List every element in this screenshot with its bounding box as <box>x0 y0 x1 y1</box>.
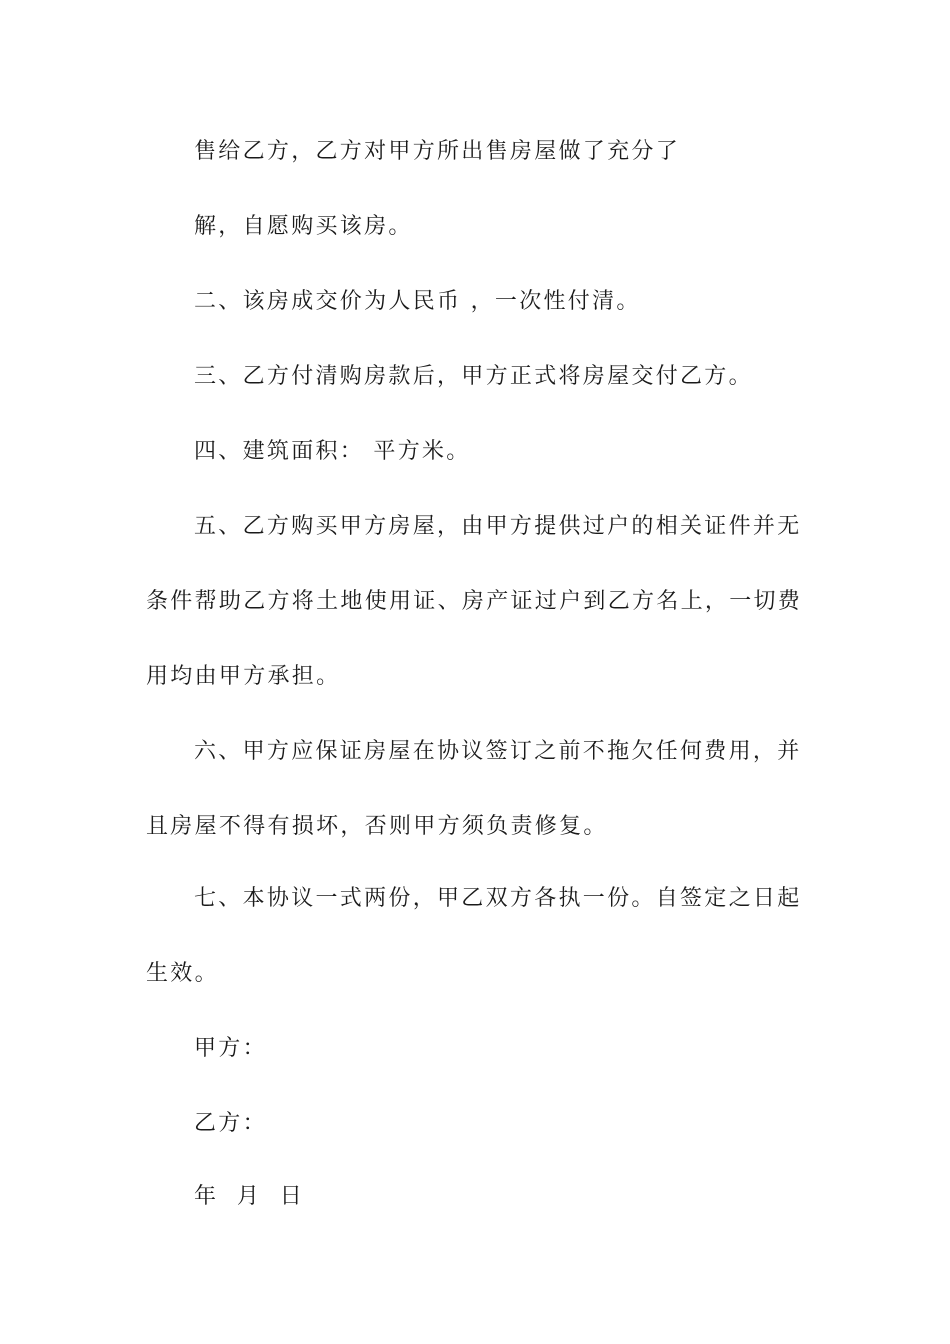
clause-seven: 七、本协议一式两份，甲乙双方各执一份。自签定之日起 <box>194 886 802 911</box>
clause-seven-continued: 生效。 <box>146 961 219 986</box>
clause-four: 四、建筑面积： 平方米。 <box>194 439 471 464</box>
clause-three: 三、乙方付清购房款后，甲方正式将房屋交付乙方。 <box>194 364 753 389</box>
clause-six-continued: 且房屋不得有损坏，否则甲方须负责修复。 <box>146 814 608 839</box>
clause-five-continued: 用均由甲方承担。 <box>146 664 341 689</box>
party-a-signature-label: 甲方： <box>194 1036 267 1061</box>
clause-five-continued: 条件帮助乙方将土地使用证、房产证过户到乙方名上，一切费 <box>146 589 803 614</box>
paragraph-line: 解，自愿购买该房。 <box>194 214 413 239</box>
clause-five: 五、乙方购买甲方房屋，由甲方提供过户的相关证件并无 <box>194 514 802 539</box>
party-b-signature-label: 乙方： <box>194 1111 267 1136</box>
clause-six: 六、甲方应保证房屋在协议签订之前不拖欠任何费用，并 <box>194 739 802 764</box>
date-label: 年 月 日 <box>194 1184 305 1209</box>
paragraph-line: 售给乙方，乙方对甲方所出售房屋做了充分了 <box>194 139 681 164</box>
clause-two: 二、该房成交价为人民币 ，一次性付清。 <box>194 289 641 314</box>
